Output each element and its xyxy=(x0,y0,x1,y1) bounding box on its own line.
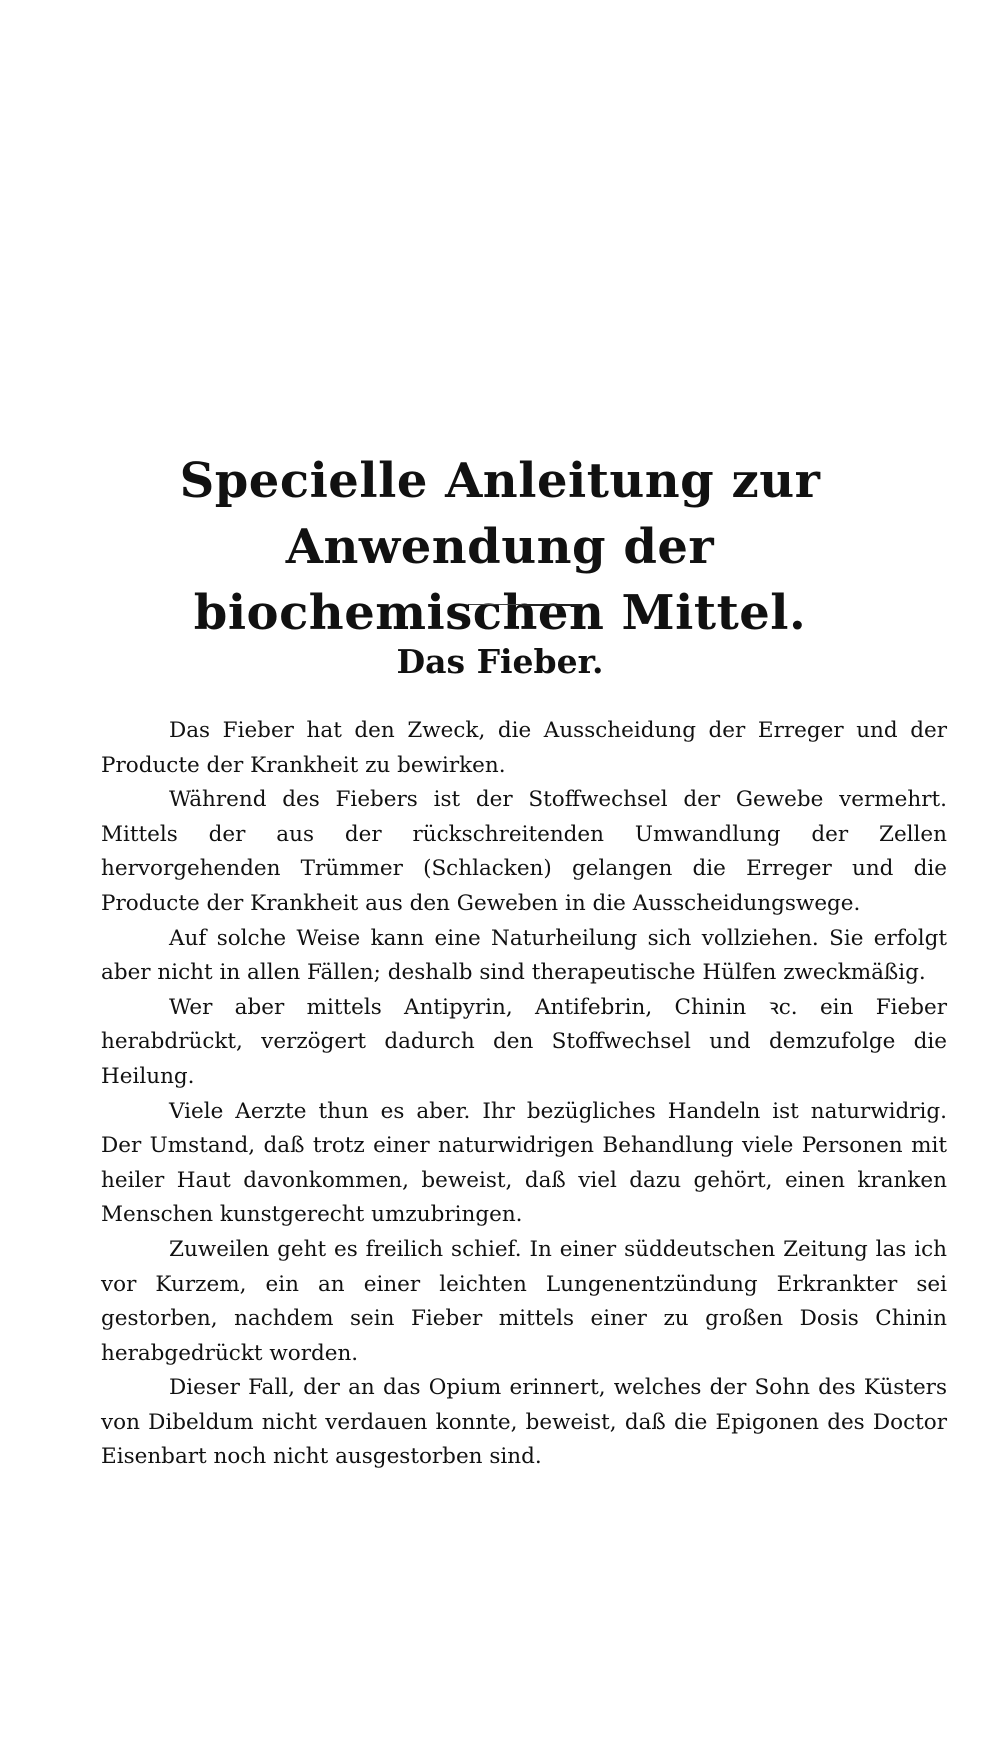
decorative-divider-accent xyxy=(522,604,582,606)
page-title xyxy=(60,448,940,646)
paragraph: Auf solche Weise kann eine Naturheilung sich vollziehen. Sie erfolgt aber nicht in allen Fällen; deshalb sind therapeutische Hülfen zweckmäßig. xyxy=(101,925,947,986)
paragraph: Das Fieber hat den Zweck, die Ausscheidung der Erreger und der Producte der Krankheit zu bewirken. xyxy=(101,718,947,778)
paragraph: Dieser Fall, der an das Opium erinnert, welches der Sohn des Küsters von Dibeldum nicht verdauen konnte, beweist, daß die Epigonen des Doctor Eisenbart noch nicht ausgestorben sind. xyxy=(101,1375,947,1470)
title-line-2: biochemischen Mittel. xyxy=(193,585,807,641)
paragraph: Viele Aerzte thun es aber. Ihr bezügliches Handeln ist naturwidrig. Der Umstand, daß trotz einer naturwidrigen Behandlung viele Personen mit heiler Haut davonkommen, beweist, daß viel dazu gehört, einen kranken Menschen kunstgerecht umzubringen. xyxy=(101,1098,947,1228)
body-text xyxy=(101,714,947,1475)
section-heading: Das Fieber. xyxy=(396,642,604,681)
paragraph: Wer aber mittels Antipyrin, Antifebrin, Chinin ꝛc. ein Fieber herabdrückt, verzögert dadurch den Stoffwechsel und demzufolge die Heilung. xyxy=(101,994,947,1089)
paragraph: Während des Fiebers ist der Stoffwechsel der Gewebe vermehrt. Mittels der aus der rückschreitenden Umwandlung der Zellen hervorgehenden Trümmer (Schlacken) gelangen die Erreger und die Producte der Krankheit aus den Geweben in die Ausscheidungswege. xyxy=(101,787,947,916)
title-line-1: Specielle Anleitung zur Anwendung der xyxy=(179,453,821,575)
paragraph: Zuweilen geht es freilich schief. In einer süddeutschen Zeitung las ich vor Kurzem, ein an einer leichten Lungenentzündung Erkrankter sei gestorben, nachdem sein Fieber mittels einer zu großen Dosis Chinin herabgedrückt worden. xyxy=(101,1236,947,1366)
